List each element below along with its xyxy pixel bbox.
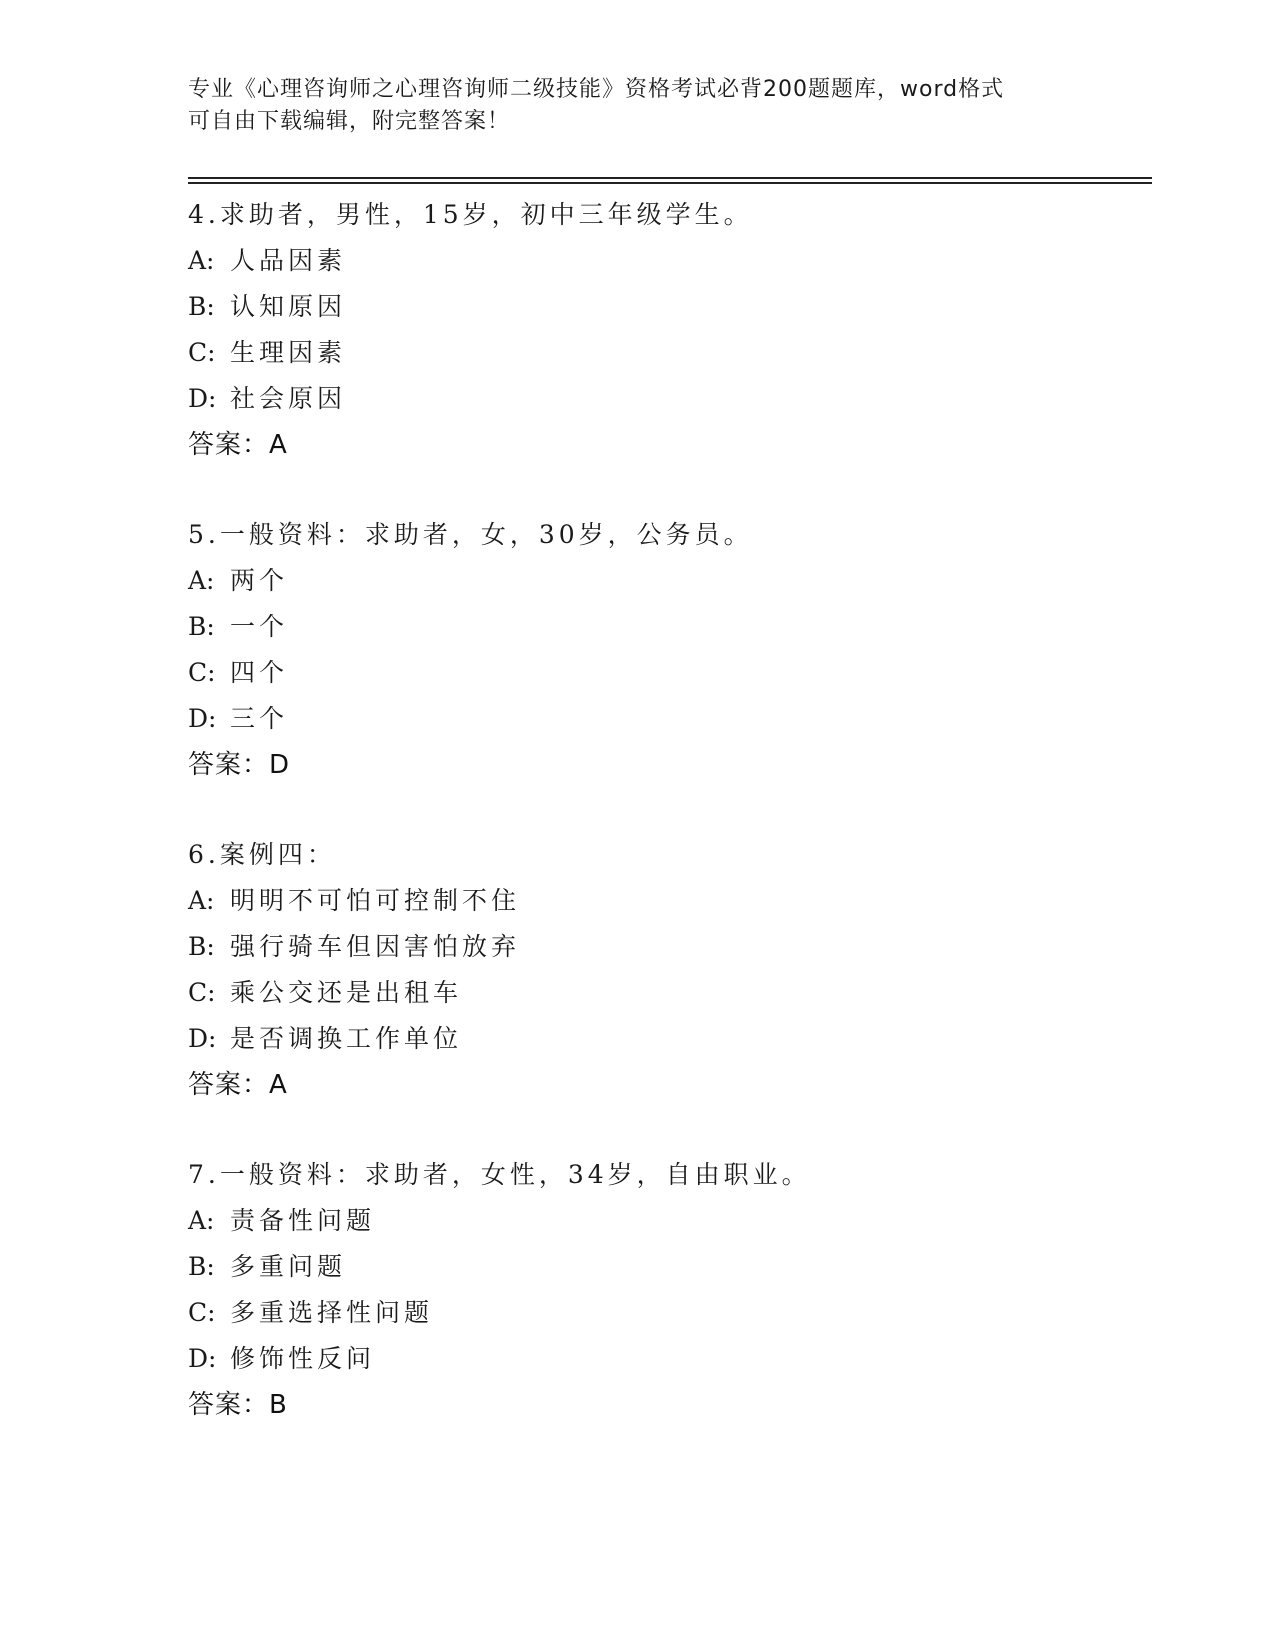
option-key: D: xyxy=(188,1024,217,1053)
option-c xyxy=(188,330,1148,376)
option-text: 责备性问题 xyxy=(230,1206,376,1235)
option-text: 两个 xyxy=(230,566,289,595)
option-key: C: xyxy=(188,658,216,687)
option-d xyxy=(188,376,1148,422)
option-text: 生理因素 xyxy=(230,338,347,367)
option-key: B: xyxy=(188,612,215,641)
answer-line: 答案：A xyxy=(188,430,288,460)
option-text: 认知原因 xyxy=(230,292,347,321)
option-d xyxy=(188,1016,1148,1062)
option-key: A: xyxy=(188,886,215,915)
option-key: C: xyxy=(188,338,216,367)
option-key: B: xyxy=(188,292,215,321)
option-a xyxy=(188,878,1148,924)
question-stem: 7.一般资料：求助者，女性，34岁，自由职业。 xyxy=(188,1160,811,1189)
option-key: D: xyxy=(188,704,217,733)
question-stem: 5.一般资料：求助者，女，30岁，公务员。 xyxy=(188,520,753,549)
option-b xyxy=(188,1244,1148,1290)
option-key: A: xyxy=(188,246,215,275)
option-text: 修饰性反问 xyxy=(230,1344,376,1373)
option-key: A: xyxy=(188,1206,215,1235)
option-key: D: xyxy=(188,1344,217,1373)
header-divider-top xyxy=(188,177,1152,179)
option-key: A: xyxy=(188,566,215,595)
question-5 xyxy=(188,512,1148,788)
question-6 xyxy=(188,832,1148,1108)
option-d xyxy=(188,1336,1148,1382)
question-stem: 4.求助者，男性，15岁，初中三年级学生。 xyxy=(188,200,753,229)
option-text: 多重选择性问题 xyxy=(230,1298,434,1327)
question-4 xyxy=(188,192,1148,468)
option-text: 三个 xyxy=(230,704,289,733)
option-key: D: xyxy=(188,384,217,413)
option-text: 多重问题 xyxy=(230,1252,347,1281)
option-a xyxy=(188,558,1148,604)
option-text: 强行骑车但因害怕放弃 xyxy=(230,932,521,961)
option-key: C: xyxy=(188,978,216,1007)
header-divider-bottom xyxy=(188,182,1152,184)
answer-line: 答案：B xyxy=(188,1390,288,1420)
answer-line: 答案：D xyxy=(188,750,291,780)
option-a xyxy=(188,238,1148,284)
option-text: 明明不可怕可控制不住 xyxy=(230,886,521,915)
option-text: 乘公交还是出租车 xyxy=(230,978,463,1007)
header-line-1: 专业《心理咨询师之心理咨询师二级技能》资格考试必背200题题库，word格式 xyxy=(188,77,1005,102)
option-c xyxy=(188,650,1148,696)
option-text: 一个 xyxy=(230,612,289,641)
option-d xyxy=(188,696,1148,742)
option-c xyxy=(188,1290,1148,1336)
option-text: 四个 xyxy=(230,658,289,687)
option-b xyxy=(188,604,1148,650)
option-key: B: xyxy=(188,1252,215,1281)
option-text: 人品因素 xyxy=(230,246,347,275)
option-c xyxy=(188,970,1148,1016)
document-header xyxy=(188,74,1068,138)
option-text: 是否调换工作单位 xyxy=(230,1024,463,1053)
option-a xyxy=(188,1198,1148,1244)
option-key: B: xyxy=(188,932,215,961)
header-line-2: 可自由下载编辑，附完整答案！ xyxy=(188,109,511,134)
answer-line: 答案：A xyxy=(188,1070,288,1100)
option-text: 社会原因 xyxy=(230,384,347,413)
question-list xyxy=(188,192,1148,1472)
option-key: C: xyxy=(188,1298,216,1327)
question-7 xyxy=(188,1152,1148,1428)
option-b xyxy=(188,924,1148,970)
option-b xyxy=(188,284,1148,330)
question-stem: 6.案例四： xyxy=(188,840,336,869)
